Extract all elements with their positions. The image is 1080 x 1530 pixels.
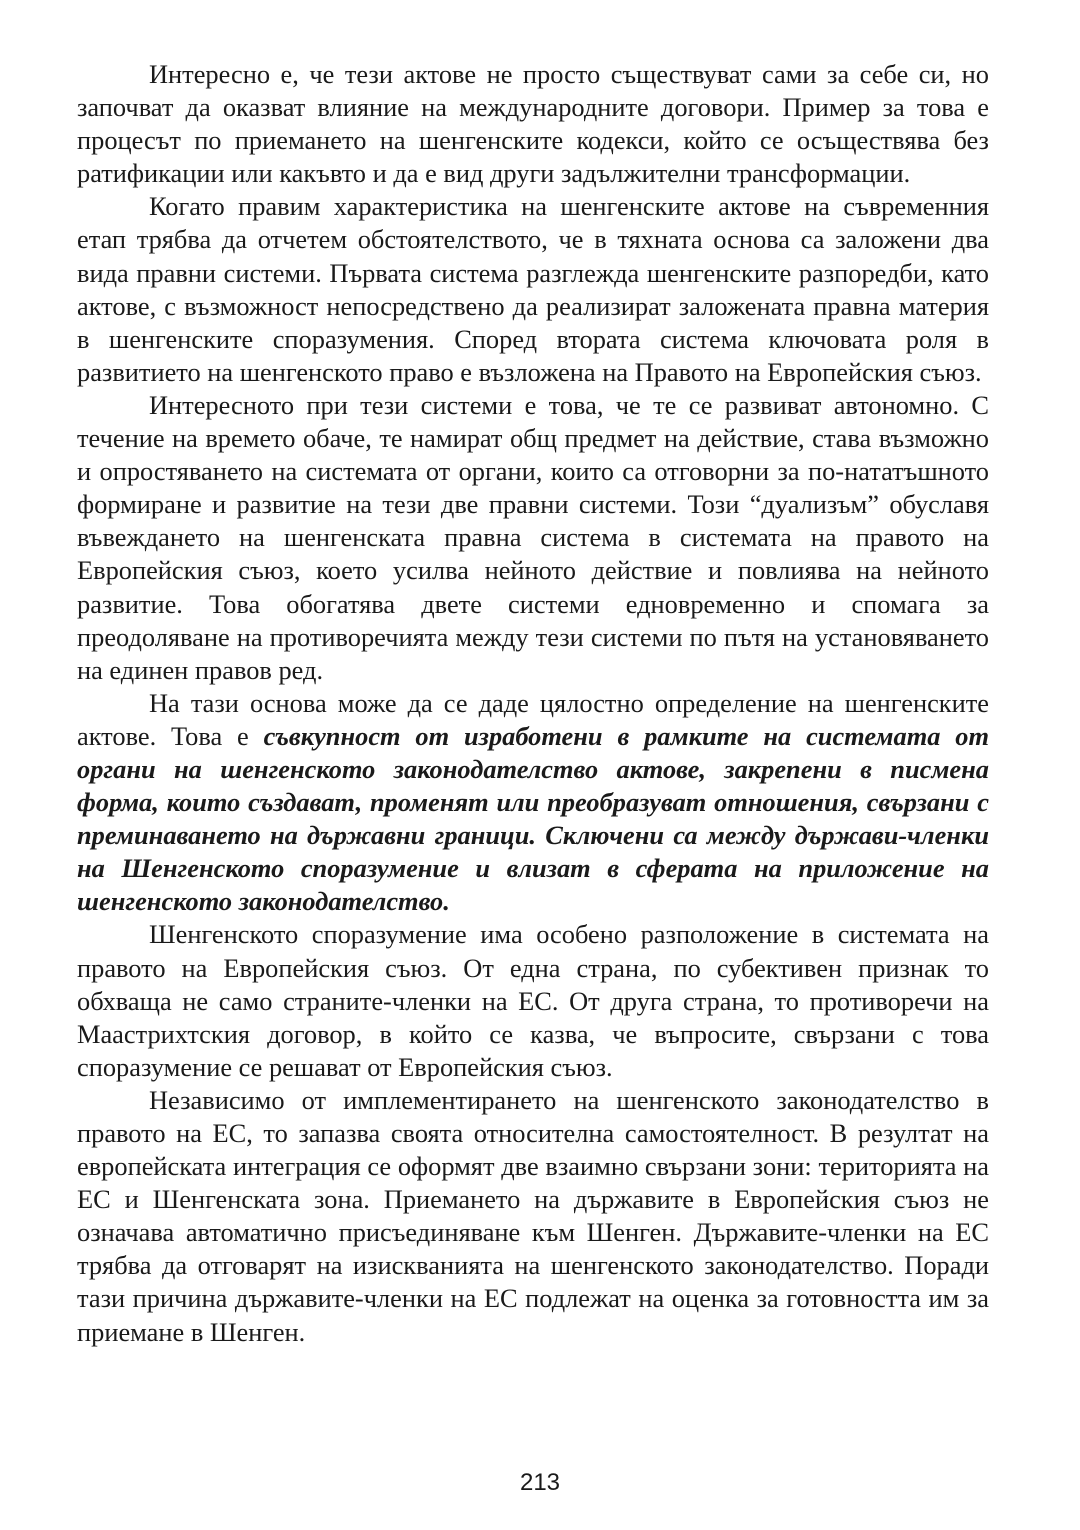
- definition-lead: На тази основа може да се даде цялостно определение на шенгенските актове. Това е: [77, 687, 989, 751]
- paragraph-5: Шенгенското споразумение има особено разположение в системата на правото на Европейския съюз. От една страна, по субективен признак то обхваща не само страните-членки на ЕС. От друга страна, то противоречи на Маастрихтския договор, в който се казва, че въпросите, свързани с това споразумение се решават от Европейския съюз.: [77, 919, 989, 1082]
- definition-emphasis: съвкупност от изработени в рамките на системата от органи на шенгенското законодателство актове, закрепени в писмена форма, които създават, променят или преобразуват отношения, свързани с преминаването на държавни граници. Сключени са между държави-членки на Шенгенското споразумение и влизат в сферата на приложение на шенгенското законодателство: [77, 720, 989, 917]
- paragraph-2: Когато правим характеристика на шенгенските актове на съвременния етап трябва да отчетем обстоятелството, че в тяхната основа са заложени два вида правни системи. Първата система разглежда шенгенските разпоредби, като актове, с възможност непосредствено да реализират заложената правна материя в шенгенските споразумения. Според втората система ключовата роля в развитието на шенгенското право е възложена на Правото на Европейския съюз.: [77, 191, 989, 387]
- body-text: [77, 58, 989, 1349]
- page-number: 213: [519, 1469, 561, 1496]
- paragraph-4: [77, 687, 989, 919]
- definition-trail: .: [443, 886, 450, 917]
- paragraph-3: Интересното при тези системи е това, че те се развиват автономно. С течение на времето обаче, те намират общ предмет на действие, става възможно и опростяването на системата от органи, които са отговорни за по-нататъшното формиране и развитие на тези две правни системи. Този “дуализъм” обуславя въвеждането на шенгенската правна система в системата на правото на Европейския съюз, което усилва нейното действие и повлиява на нейното развитие. Това обогатява двете системи едновременно и спомага за преодоляване на противоречията между тези системи по пътя на установяването на единен правов ред.: [77, 389, 989, 685]
- paragraph-1: Интересно е, че тези актове не просто съществуват сами за себе си, но започват да оказват влияние на международните договори. Пример за това е процесът по приемането на шенгенските кодекси, който се осъществява без ратификации или какъвто и да е вид други задължителни трансформации.: [77, 59, 989, 189]
- paragraph-6: Независимо от имплементирането на шенгенското законодателство в правото на ЕС, то запазва своята относителна самостоятелност. В резултат на европейската интеграция се оформят две взаимно свързани зони: територията на ЕС и Шенгенската зона. Приемането на държавите в Европейския съюз не означава автоматично присъединяване към Шенген. Държавите-членки на ЕС трябва да отговарят на изискванията на шенгенското законодателство. Поради тази причина държавите-членки на ЕС подлежат на оценка за готовността им за приемане в Шенген.: [77, 1084, 989, 1347]
